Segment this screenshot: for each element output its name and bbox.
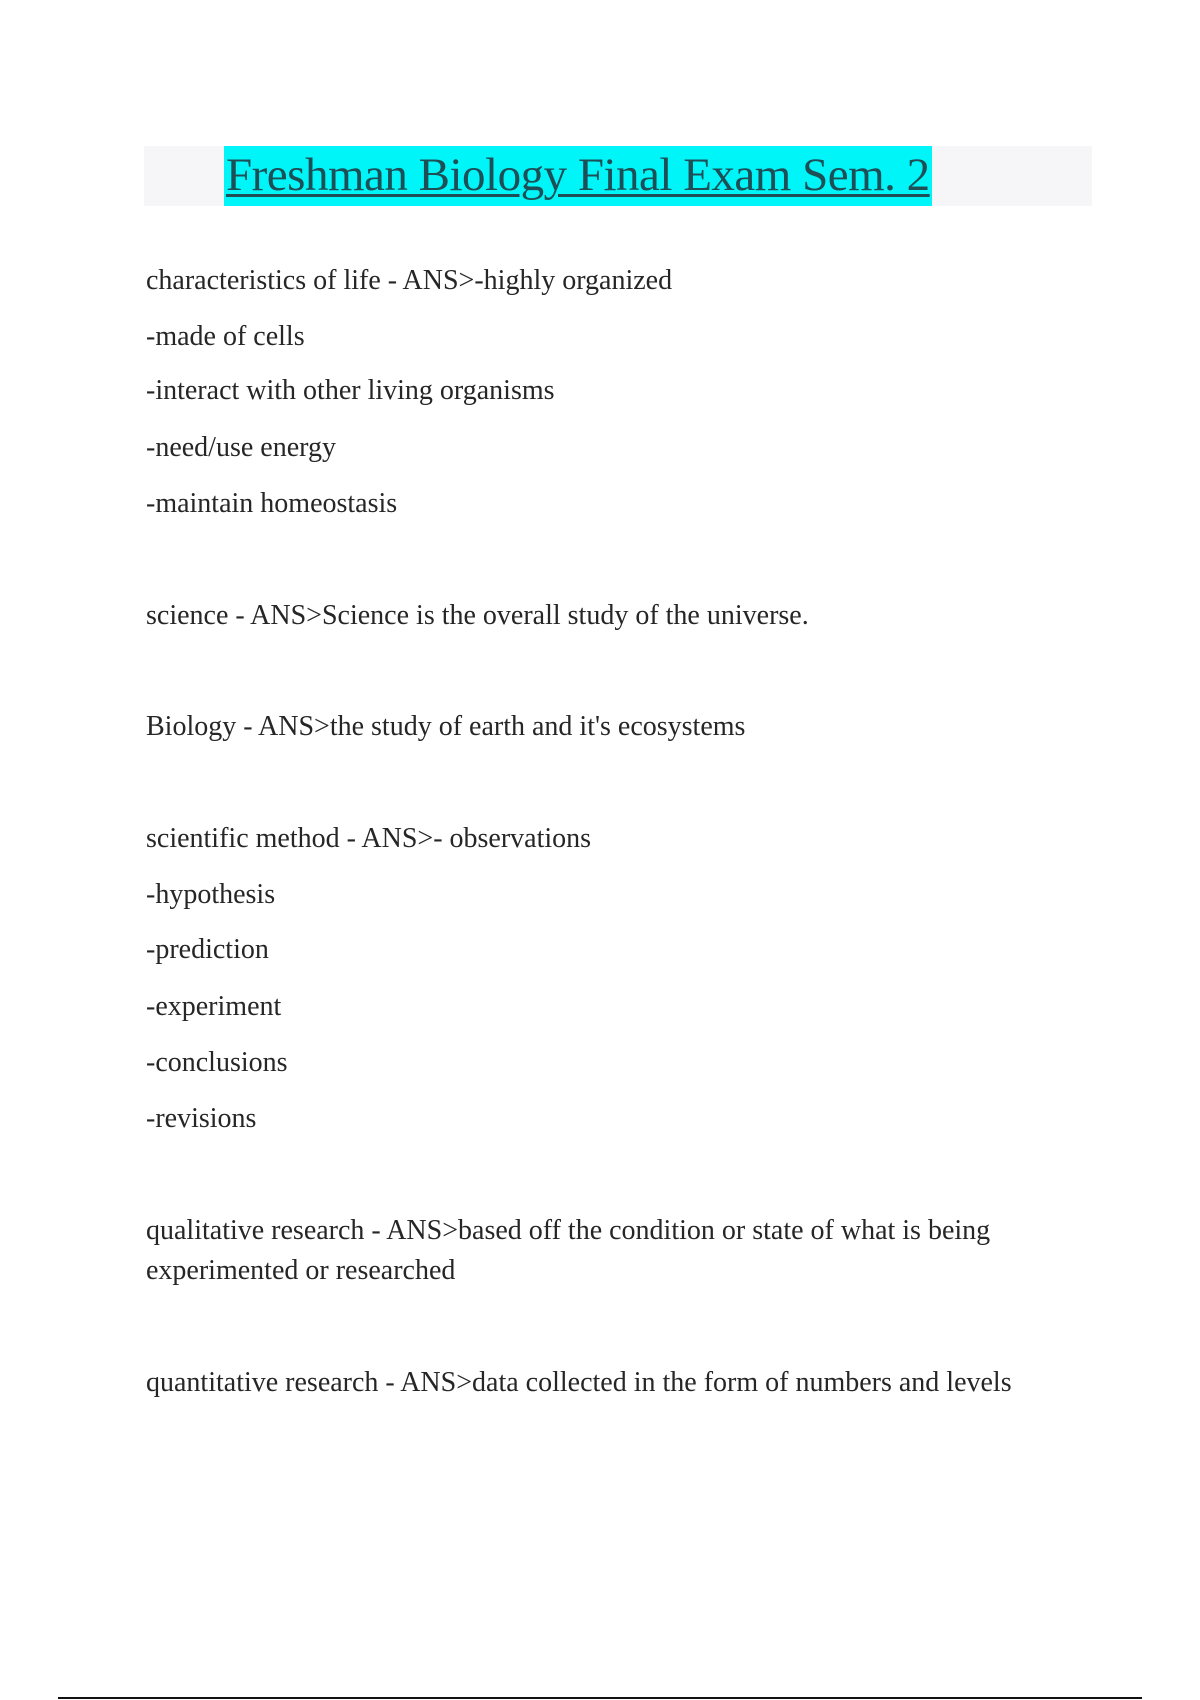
- entry-quantitative-research: quantitative research - ANS>data collected in the form of numbers and levels: [146, 1367, 1012, 1398]
- entry-line: -conclusions: [146, 1047, 288, 1078]
- document-title: Freshman Biology Final Exam Sem. 2: [224, 146, 932, 206]
- entry-line: -need/use energy: [146, 432, 336, 463]
- entry-line: -hypothesis: [146, 879, 276, 910]
- entry-line: -interact with other living organisms: [146, 375, 555, 406]
- footer-rule: [58, 1697, 1142, 1699]
- entry-line: -revisions: [146, 1103, 257, 1134]
- entry-characteristics-of-life: characteristics of life - ANS>-highly organized: [146, 265, 673, 296]
- entry-line: -prediction: [146, 934, 269, 965]
- entry-line: -maintain homeostasis: [146, 488, 398, 519]
- entry-line: -made of cells: [146, 321, 305, 352]
- entry-science: science - ANS>Science is the overall study of the universe.: [146, 600, 809, 631]
- entry-qualitative-research: qualitative research - ANS>based off the condition or state of what is being experimented or researched: [146, 1215, 991, 1286]
- entry-line: -experiment: [146, 991, 282, 1022]
- entry-biology: Biology - ANS>the study of earth and it's ecosystems: [146, 711, 746, 742]
- entry-scientific-method: scientific method - ANS>- observations: [146, 823, 592, 854]
